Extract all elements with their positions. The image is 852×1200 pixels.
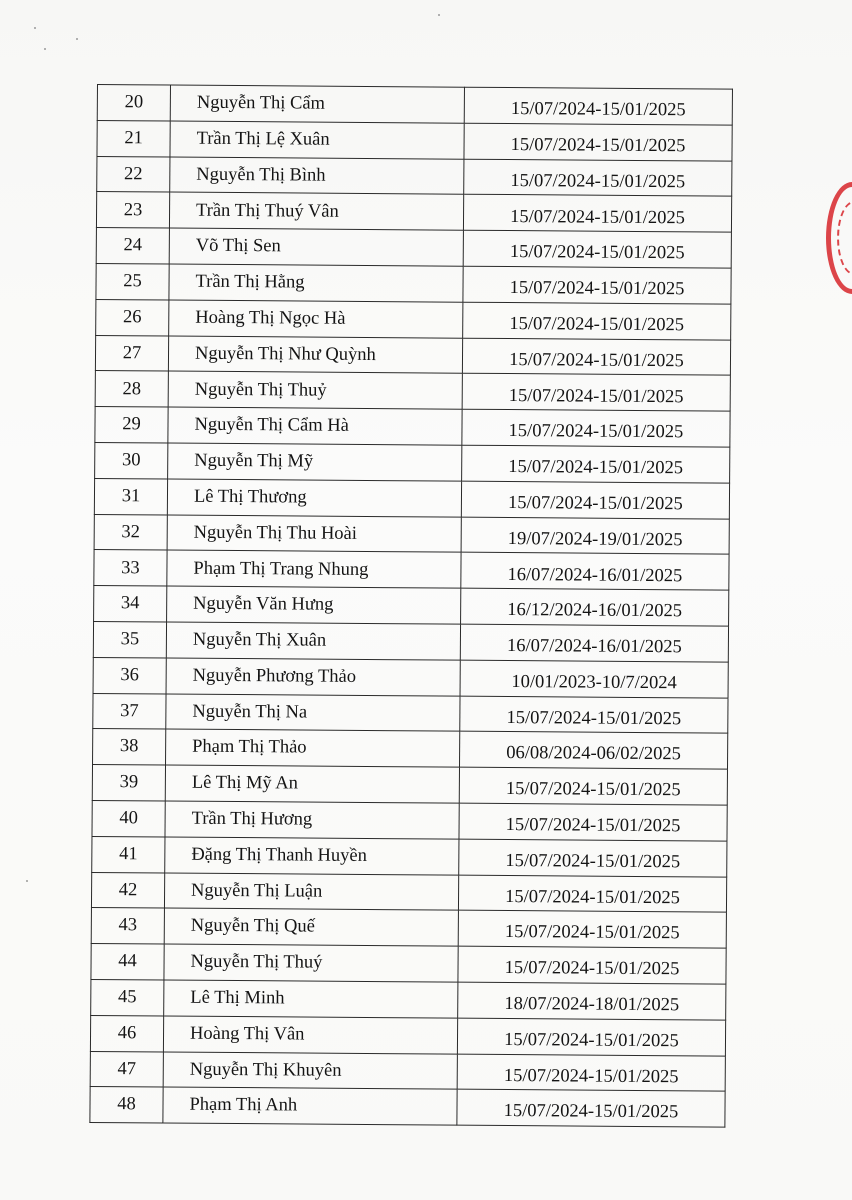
row-number-cell: 31	[94, 478, 167, 514]
row-number-cell: 46	[90, 1015, 163, 1051]
table-row	[95, 335, 730, 375]
row-number-cell: 20	[97, 85, 170, 121]
employee-name-cell: Lê Thị Thương	[167, 479, 461, 517]
scan-speck	[76, 38, 78, 40]
row-number-cell: 36	[93, 657, 166, 693]
contract-period-cell: 15/07/2024-15/01/2025	[458, 910, 726, 948]
table-body	[90, 85, 733, 1128]
row-number-cell: 41	[92, 836, 165, 872]
table-row	[92, 765, 727, 805]
personnel-table	[89, 84, 733, 1128]
table-row	[95, 371, 730, 411]
table-row	[90, 1015, 725, 1055]
table-row	[91, 872, 726, 912]
table-row	[93, 729, 728, 769]
employee-name-cell: Nguyễn Thị Thuý	[164, 944, 458, 982]
row-number-cell: 26	[96, 299, 169, 335]
table-row	[97, 85, 732, 125]
table-row	[96, 299, 731, 339]
employee-name-cell: Nguyễn Phương Thảo	[166, 658, 460, 696]
row-number-cell: 30	[95, 442, 168, 478]
contract-period-cell: 15/07/2024-15/01/2025	[458, 946, 726, 984]
contract-period-cell: 15/07/2024-15/01/2025	[463, 195, 731, 233]
table-row	[94, 514, 729, 554]
employee-name-cell: Nguyễn Thị Bình	[170, 157, 464, 195]
contract-period-cell: 15/07/2024-15/01/2025	[461, 481, 729, 519]
employee-name-cell: Nguyễn Thị Cẩm Hà	[168, 407, 462, 445]
employee-name-cell: Lê Thị Minh	[164, 980, 458, 1018]
table-row	[94, 550, 729, 590]
contract-period-cell: 15/07/2024-15/01/2025	[464, 123, 732, 161]
row-number-cell: 22	[97, 156, 170, 192]
row-number-cell: 35	[93, 621, 166, 657]
row-number-cell: 29	[95, 407, 168, 443]
table-row	[94, 586, 729, 626]
contract-period-cell: 15/07/2024-15/01/2025	[457, 1089, 725, 1127]
row-number-cell: 48	[90, 1087, 163, 1123]
contract-period-cell: 06/08/2024-06/02/2025	[460, 732, 728, 770]
employee-name-cell: Nguyễn Văn Hưng	[167, 586, 461, 624]
employee-name-cell: Nguyễn Thị Thuỷ	[168, 371, 462, 409]
employee-name-cell: Hoàng Thị Ngọc Hà	[169, 300, 463, 338]
table-row	[95, 407, 730, 447]
row-number-cell: 37	[93, 693, 166, 729]
table-row	[97, 120, 732, 160]
employee-name-cell: Trần Thị Hương	[165, 801, 459, 839]
employee-name-cell: Trần Thị Lệ Xuân	[170, 121, 464, 159]
contract-period-cell: 15/07/2024-15/01/2025	[462, 445, 730, 483]
row-number-cell: 24	[96, 228, 169, 264]
scan-speck	[44, 48, 46, 50]
contract-period-cell: 15/07/2024-15/01/2025	[457, 1018, 725, 1056]
contract-period-cell: 16/07/2024-16/01/2025	[460, 624, 728, 662]
employee-name-cell: Nguyễn Thị Thu Hoài	[167, 515, 461, 553]
employee-name-cell: Nguyễn Thị Na	[166, 694, 460, 732]
contract-period-cell: 15/07/2024-15/01/2025	[459, 803, 727, 841]
employee-name-cell: Võ Thị Sen	[169, 228, 463, 266]
scan-speck	[26, 880, 28, 882]
contract-period-cell: 15/07/2024-15/01/2025	[457, 1054, 725, 1092]
contract-period-cell: 15/07/2024-15/01/2025	[463, 230, 731, 268]
table-row	[92, 836, 727, 876]
contract-period-cell: 15/07/2024-15/01/2025	[459, 767, 727, 805]
table-row	[96, 263, 731, 303]
row-number-cell: 34	[94, 586, 167, 622]
row-number-cell: 38	[93, 729, 166, 765]
employee-name-cell: Nguyễn Thị Quế	[164, 908, 458, 946]
contract-period-cell: 10/01/2023-10/7/2024	[460, 660, 728, 698]
contract-period-cell: 15/07/2024-15/01/2025	[460, 696, 728, 734]
table-row	[93, 693, 728, 733]
contract-period-cell: 15/07/2024-15/01/2025	[462, 374, 730, 412]
table-row	[91, 979, 726, 1019]
employee-name-cell: Trần Thị Hằng	[169, 264, 463, 302]
employee-name-cell: Phạm Thị Anh	[163, 1087, 457, 1125]
table-row	[91, 944, 726, 984]
table-row	[93, 621, 728, 661]
red-seal-stamp-edge	[826, 182, 852, 294]
employee-name-cell: Phạm Thị Trang Nhung	[167, 550, 461, 588]
table-row	[92, 800, 727, 840]
row-number-cell: 47	[90, 1051, 163, 1087]
row-number-cell: 45	[91, 979, 164, 1015]
contract-period-cell: 15/07/2024-15/01/2025	[464, 87, 732, 125]
row-number-cell: 21	[97, 120, 170, 156]
row-number-cell: 39	[92, 765, 165, 801]
personnel-table-grid	[89, 84, 733, 1128]
scan-speck	[34, 27, 36, 29]
employee-name-cell: Đặng Thị Thanh Huyền	[165, 837, 459, 875]
row-number-cell: 40	[92, 800, 165, 836]
contract-period-cell: 19/07/2024-19/01/2025	[461, 517, 729, 555]
row-number-cell: 33	[94, 550, 167, 586]
contract-period-cell: 16/07/2024-16/01/2025	[461, 553, 729, 591]
table-row	[93, 657, 728, 697]
employee-name-cell: Lê Thị Mỹ An	[165, 765, 459, 803]
employee-name-cell: Trần Thị Thuý Vân	[169, 192, 463, 230]
employee-name-cell: Nguyễn Thị Luận	[164, 873, 458, 911]
scan-speck	[438, 14, 440, 16]
employee-name-cell: Nguyễn Thị Như Quỳnh	[168, 336, 462, 374]
contract-period-cell: 15/07/2024-15/01/2025	[458, 875, 726, 913]
contract-period-cell: 15/07/2024-15/01/2025	[463, 266, 731, 304]
employee-name-cell: Nguyễn Thị Mỹ	[168, 443, 462, 481]
contract-period-cell: 15/07/2024-15/01/2025	[462, 409, 730, 447]
table-row	[95, 442, 730, 482]
row-number-cell: 27	[95, 335, 168, 371]
table-row	[96, 192, 731, 232]
contract-period-cell: 18/07/2024-18/01/2025	[458, 982, 726, 1020]
row-number-cell: 28	[95, 371, 168, 407]
employee-name-cell: Nguyễn Thị Khuyên	[163, 1052, 457, 1090]
contract-period-cell: 15/07/2024-15/01/2025	[462, 338, 730, 376]
row-number-cell: 42	[91, 872, 164, 908]
table-row	[94, 478, 729, 518]
table-row	[96, 228, 731, 268]
row-number-cell: 23	[96, 192, 169, 228]
employee-name-cell: Hoàng Thị Vân	[163, 1016, 457, 1054]
employee-name-cell: Phạm Thị Thảo	[166, 729, 460, 767]
contract-period-cell: 15/07/2024-15/01/2025	[464, 159, 732, 197]
employee-name-cell: Nguyễn Thị Cẩm	[170, 85, 464, 123]
row-number-cell: 43	[91, 908, 164, 944]
table-row	[91, 908, 726, 948]
table-row	[90, 1087, 725, 1127]
contract-period-cell: 15/07/2024-15/01/2025	[463, 302, 731, 340]
employee-name-cell: Nguyễn Thị Xuân	[166, 622, 460, 660]
contract-period-cell: 15/07/2024-15/01/2025	[459, 839, 727, 877]
row-number-cell: 32	[94, 514, 167, 550]
table-row	[90, 1051, 725, 1091]
row-number-cell: 25	[96, 263, 169, 299]
table-row	[97, 156, 732, 196]
contract-period-cell: 16/12/2024-16/01/2025	[461, 588, 729, 626]
row-number-cell: 44	[91, 944, 164, 980]
